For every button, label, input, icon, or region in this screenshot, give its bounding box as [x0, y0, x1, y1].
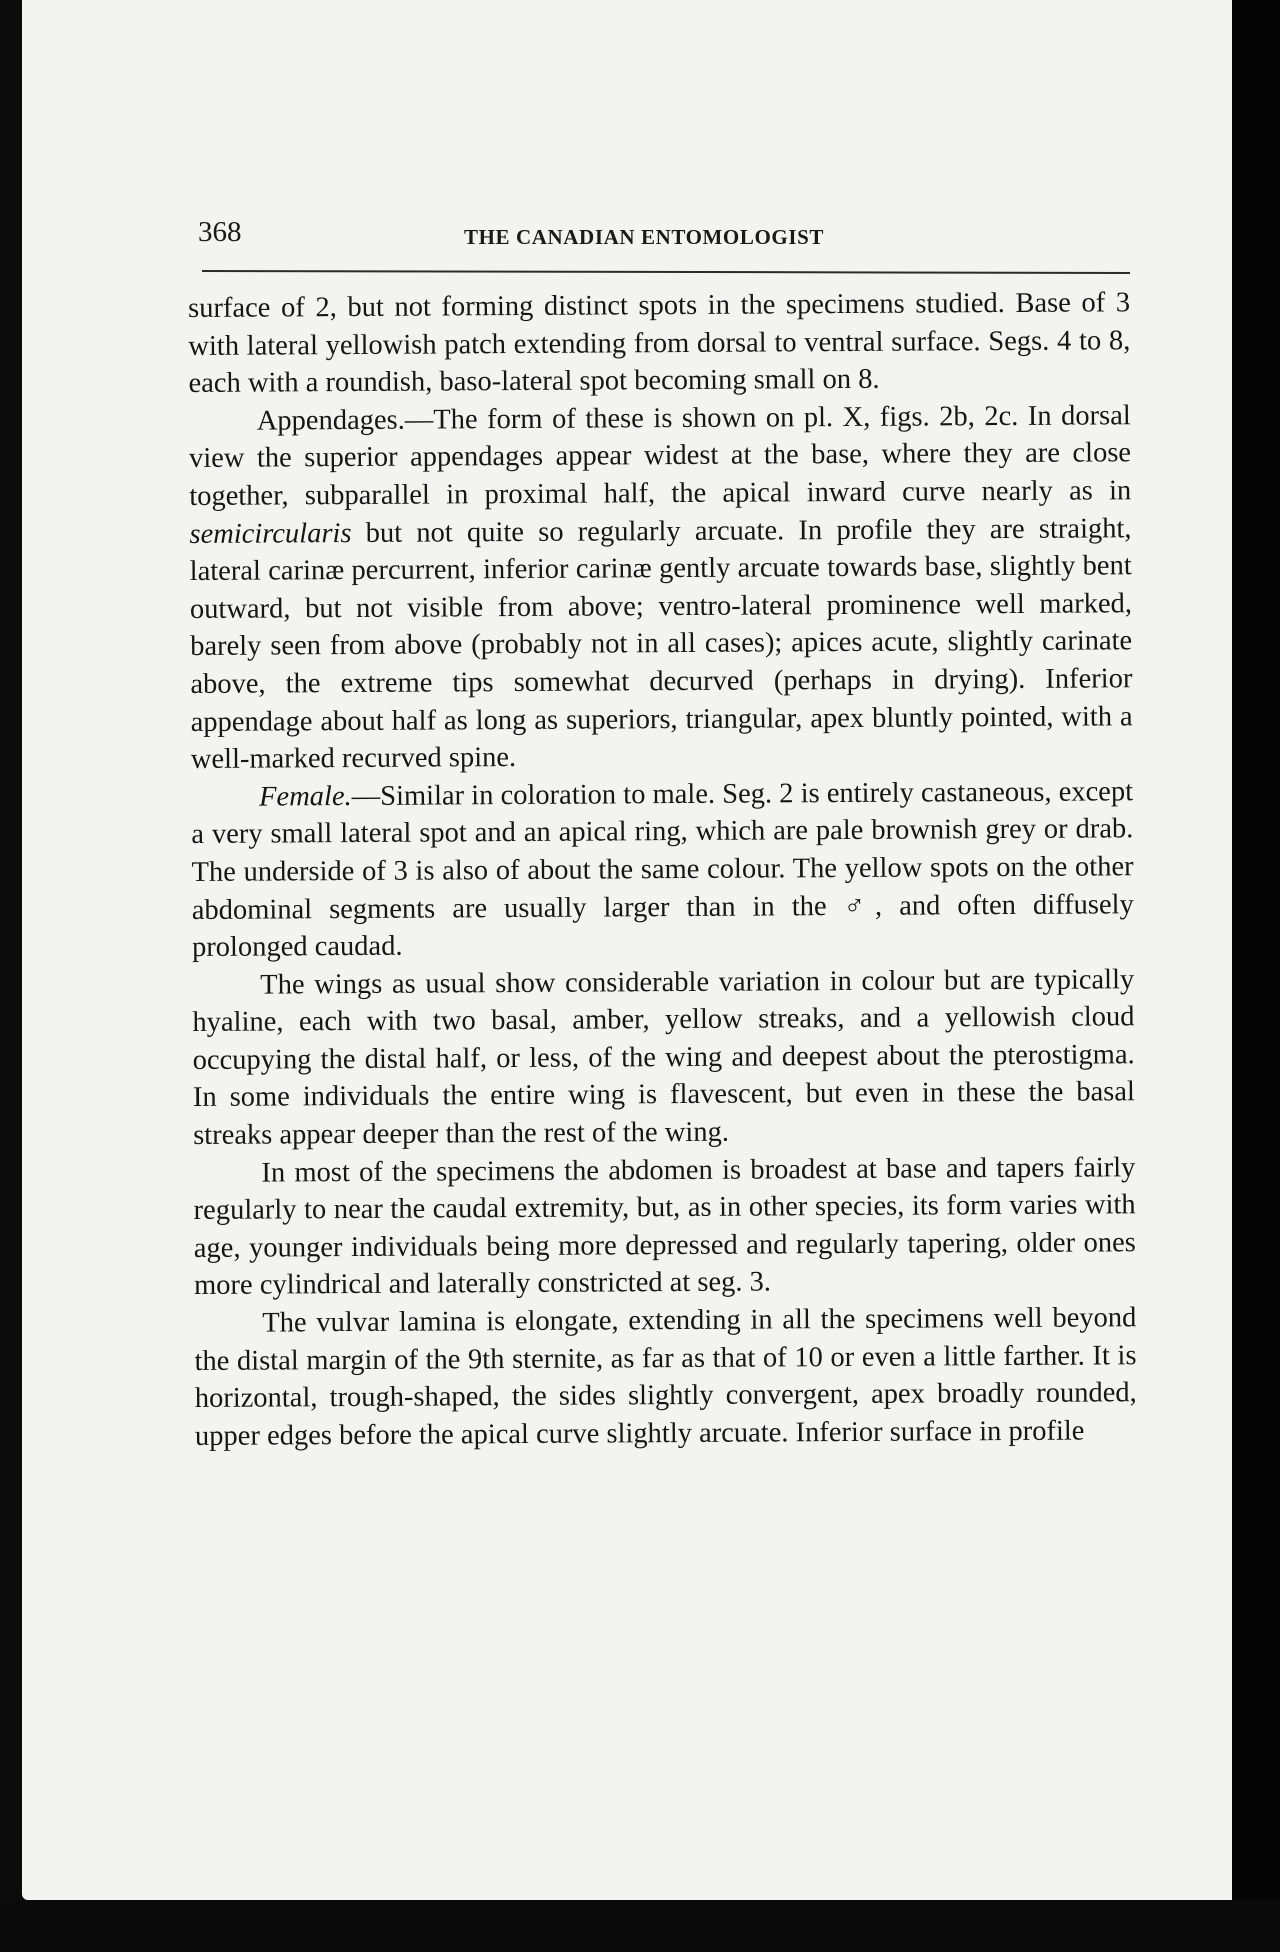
body-text [188, 284, 1137, 1455]
paragraph-vulvar-lamina-text: The vulvar lamina is elongate, extending in all the specimens well beyond the distal margin of the 9th sternite, as far as that of 10 or even a little farther. It is horizontal, trough-shaped, the sides slightly convergent, apex broadly rounded, upper edges before the apical curve slightly arcuate. Inferior surface in profile [194, 1302, 1137, 1452]
paragraph-appendages-lead: Appendages. [256, 404, 405, 437]
paragraph-appendages-text: —The form of these is shown on pl. X, figs. 2b, 2c. In dorsal view the superior appendages appear widest at the base, where they are close together, subparallel in proximal half, the apical inward curve nearly as in [188, 400, 1132, 512]
paragraph-abdomen [193, 1149, 1136, 1305]
paragraph-female-lead: Female. [259, 780, 352, 813]
paragraph-wings [192, 961, 1135, 1155]
species-name-italic: semicircularis [189, 517, 352, 550]
scan-right-border [1232, 0, 1280, 1952]
page-number: 368 [198, 216, 242, 248]
scan-bottom-border [0, 1900, 1280, 1952]
paragraph-1 [188, 284, 1131, 403]
paragraph-appendages [189, 397, 1133, 779]
running-head [198, 214, 1130, 254]
paragraph-abdomen-text: In most of the specimens the abdomen is broadest at base and tapers fairly regularly to near the caudal extremity, but, as in other species, its form varies with age, younger individuals being more depressed and regularly tapering, older ones more cylindrical and laterally constricted at seg. 3. [193, 1151, 1136, 1302]
paragraph-female [191, 773, 1134, 967]
paragraph-1-text: surface of 2, but not forming distinct spots in the specimens studied. Base of 3 with lateral yellowish patch extending from dorsal to ventral surface. Segs. 4 to 8, each with a roundish, baso-lateral spot becoming small on 8. [188, 287, 1131, 400]
paragraph-vulvar-lamina [194, 1299, 1137, 1455]
paragraph-female-text: —Similar in coloration to male. Seg. 2 is entirely castaneous, except a very small lateral spot and an apical ring, which are pale brownish grey or drab. The underside of 3 is also of about the same colour. The yellow spots on the other abdominal segments are usually larger than in the ♂, and often diffusely prolonged caudad. [191, 775, 1134, 964]
paragraph-appendages-text-after: but not quite so regularly arcuate. In profile they are straight, lateral carinæ percurrent, inferior carinæ gently arcuate towards base, slightly bent outward, but not visible from above; ventro-lateral prominence well marked, barely seen from above (probably not in all cases); apices acute, slightly carinate above, the extreme tips somewhat decurved (perhaps in drying). Inferior appendage about half as long as superiors, triangular, apex bluntly pointed, with a well-marked recurved spine. [189, 512, 1133, 776]
paragraph-wings-text: The wings as usual show considerable variation in colour but are typically hyaline, each with two basal, amber, yellow streaks, and a yellowish cloud occupying the distal half, or less, of the wing and deepest about the pterostigma. In some individuals the entire wing is flavescent, but even in these the basal streaks appear deeper than the rest of the wing. [192, 963, 1136, 1152]
journal-title: THE CANADIAN ENTOMOLOGIST [464, 225, 825, 249]
